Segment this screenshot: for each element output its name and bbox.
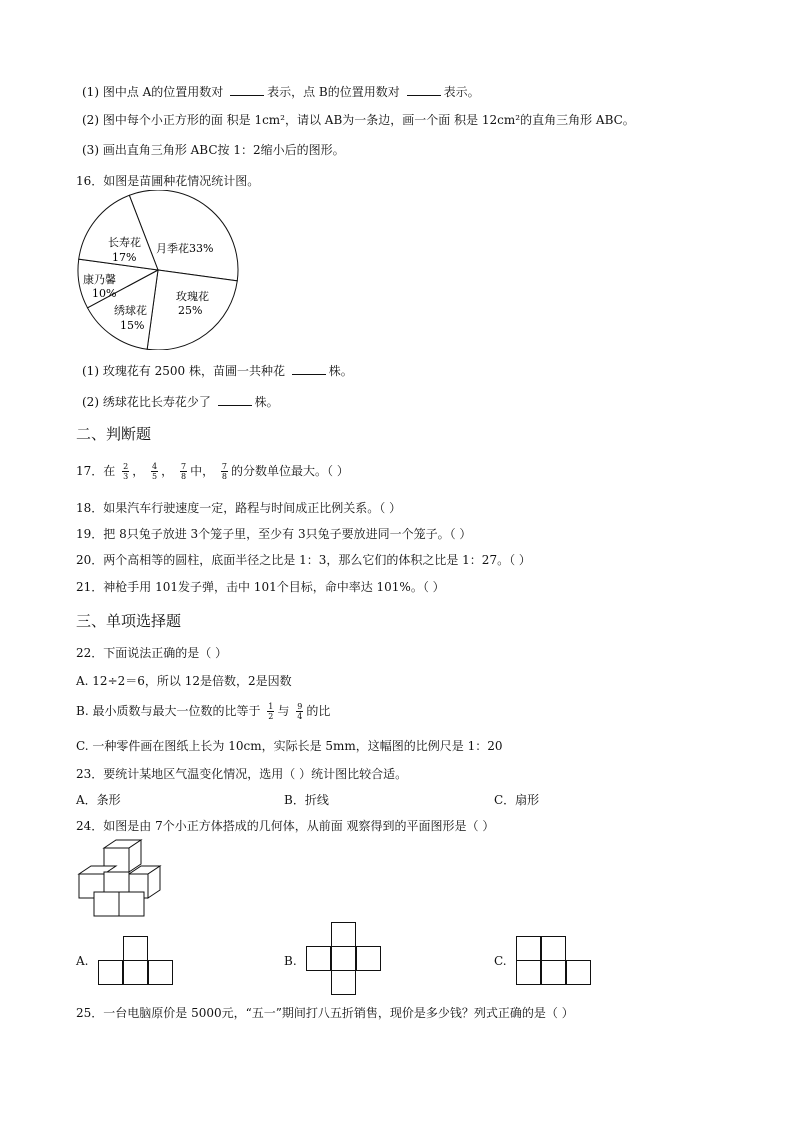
q24-option-b-shape[interactable] bbox=[306, 922, 382, 998]
q24-option-a-label[interactable]: A. bbox=[76, 954, 89, 968]
q17-frac2: $\frac{4}{5}$ bbox=[152, 462, 158, 481]
q16-sub2 bbox=[82, 393, 279, 410]
q24-option-c-label[interactable]: C. bbox=[494, 954, 507, 968]
q25-stem: 25．一台电脑原价是 5000元，“五一”期间打八五折销售，现价是多少钱？列式正确的是（ ） bbox=[76, 1006, 574, 1020]
label-xiuqiuhua: 绣球花 bbox=[114, 304, 147, 317]
q15-blank-b[interactable] bbox=[407, 83, 441, 96]
q22-b-pre: B. 最小质数与最大一位数的比等于 bbox=[76, 704, 261, 718]
q17-mid: 中， bbox=[190, 464, 215, 478]
q22-option-a[interactable]: A. 12÷2＝6，所以 12是倍数，2是因数 bbox=[76, 674, 292, 688]
cube-stack-figure bbox=[74, 838, 166, 920]
label-yuejihua: 月季花33% bbox=[156, 242, 214, 255]
q22-stem: 22．下面说法正确的是（ ） bbox=[76, 646, 228, 660]
q22-b-mid: 与 bbox=[277, 704, 290, 718]
q15-sub2: (2) 图中每个小正方形的面 积是 1cm²，请以 AB为一条边，画一个面 积是 12cm²的直角三角形 ABC。 bbox=[82, 113, 635, 127]
label-meiguihua-pct: 25% bbox=[178, 304, 203, 317]
q15-sub1 bbox=[82, 83, 480, 100]
q17-sep2: ， bbox=[161, 464, 174, 478]
q22-b-frac1: $\frac{1}{2}$ bbox=[268, 702, 274, 721]
q17-frac4: $\frac{7}{8}$ bbox=[221, 462, 228, 481]
q17-frac3: $\frac{7}{8}$ bbox=[180, 462, 187, 481]
q23-option-b[interactable]: B．折线 bbox=[284, 793, 329, 807]
label-kangnaixin: 康乃馨 bbox=[83, 273, 116, 286]
q16-stem: 16．如图是苗圃种花情况统计图。 bbox=[76, 174, 260, 188]
q22-option-b[interactable] bbox=[76, 702, 330, 721]
q19: 19．把 8只兔子放进 3个笼子里，至少有 3只兔子要放进同一个笼子。（ ） bbox=[76, 527, 472, 541]
q15-sub3: (3) 画出直角三角形 ABC按 1：2缩小后的图形。 bbox=[82, 143, 345, 157]
label-changshouhua: 长寿花 bbox=[108, 236, 141, 249]
q17-sep1: ， bbox=[132, 464, 145, 478]
q21: 21．神枪手用 101发子弹，击中 101个目标，命中率达 101%。（ ） bbox=[76, 580, 445, 594]
q16-blank-diff[interactable] bbox=[218, 393, 252, 406]
section2-title: 二、判断题 bbox=[76, 425, 152, 443]
q24-option-b-label[interactable]: B. bbox=[284, 954, 297, 968]
q24-stem: 24．如图是由 7个小正方体搭成的几何体，从前面 观察得到的平面图形是（ ） bbox=[76, 819, 495, 833]
q17-frac1: $\frac{2}{3}$ bbox=[123, 462, 129, 481]
q22-b-frac2: $\frac{9}{4}$ bbox=[297, 702, 303, 721]
q16-blank-total[interactable] bbox=[292, 362, 326, 375]
q15-blank-a[interactable] bbox=[230, 83, 264, 96]
q16-sub1-post: 株。 bbox=[328, 364, 353, 378]
q17-pre: 17．在 bbox=[76, 464, 116, 478]
section3-title: 三、单项选择题 bbox=[76, 612, 182, 630]
q15-sub1-post: 表示。 bbox=[443, 85, 480, 99]
q23-option-c[interactable]: C．扇形 bbox=[494, 793, 540, 807]
label-meiguihua: 玫瑰花 bbox=[176, 290, 209, 303]
q22-option-c[interactable]: C. 一种零件画在图纸上长为 10cm，实际长是 5mm，这幅图的比例尺是 1：20 bbox=[76, 739, 503, 753]
q16-sub1 bbox=[82, 362, 353, 379]
q20: 20．两个高相等的圆柱，底面半径之比是 1：3，那么它们的体积之比是 1：27。（ ） bbox=[76, 553, 531, 567]
q17-post: 的分数单位最大。（ ） bbox=[231, 464, 349, 478]
pie-chart bbox=[70, 190, 250, 350]
label-changshouhua-pct: 17% bbox=[112, 251, 137, 264]
q16-sub2-post: 株。 bbox=[254, 395, 279, 409]
q22-b-post: 的比 bbox=[306, 704, 331, 718]
q18: 18．如果汽车行驶速度一定，路程与时间成正比例关系。（ ） bbox=[76, 501, 402, 515]
q17 bbox=[76, 462, 349, 481]
q23-option-a[interactable]: A．条形 bbox=[76, 793, 121, 807]
q16-sub1-pre: (1) 玫瑰花有 2500 株，苗圃一共种花 bbox=[82, 364, 289, 378]
q24-option-c-shape[interactable] bbox=[516, 936, 592, 986]
label-kangnaixin-pct: 10% bbox=[92, 287, 117, 300]
q24-option-a-shape[interactable] bbox=[98, 936, 174, 986]
q15-sub1-pre: (1) 图中点 A的位置用数对 bbox=[82, 85, 228, 99]
q16-sub2-pre: (2) 绣球花比长寿花少了 bbox=[82, 395, 215, 409]
q23-stem: 23．要统计某地区气温变化情况，选用（ ）统计图比较合适。 bbox=[76, 767, 408, 781]
q15-sub1-mid: 表示，点 B的位置用数对 bbox=[267, 85, 404, 99]
label-xiuqiuhua-pct: 15% bbox=[120, 319, 145, 332]
